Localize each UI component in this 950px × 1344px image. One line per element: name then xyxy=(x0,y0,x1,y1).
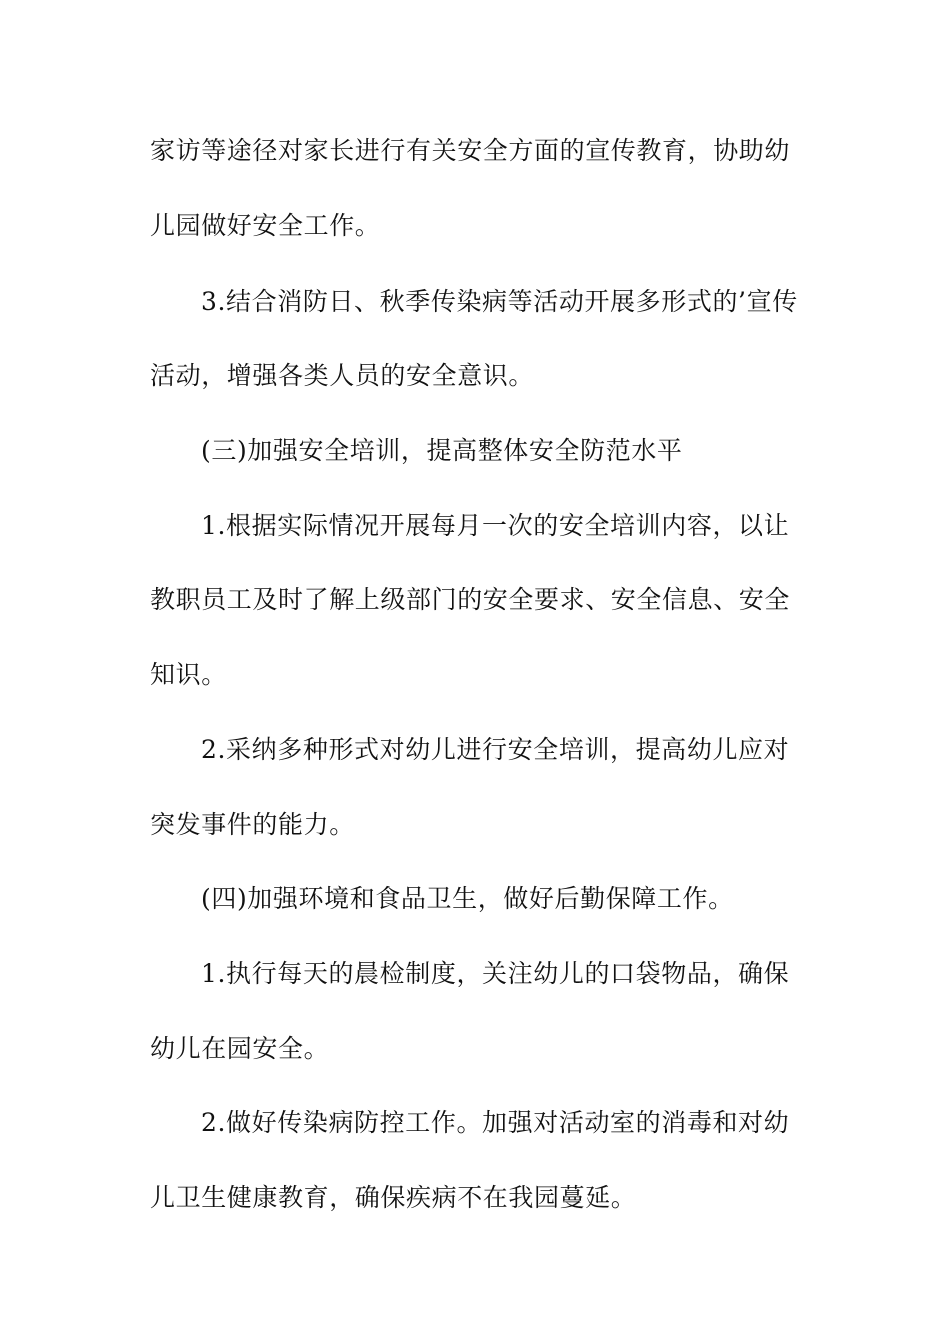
list-item-line: 3.结合消防日、秋季传染病等活动开展多形式的’宣传 xyxy=(201,287,798,316)
section-heading: (四)加强环境和食品卫生，做好后勤保障工作。 xyxy=(201,884,734,913)
list-item-line: 2.采纳多种形式对幼儿进行安全培训，提高幼儿应对 xyxy=(201,735,790,764)
list-item-line: 2.做好传染病防控工作。加强对活动室的消毒和对幼 xyxy=(201,1108,790,1137)
paragraph-line: 幼儿在园安全。 xyxy=(150,1034,330,1063)
paragraph-line: 儿园做好安全工作。 xyxy=(150,211,381,240)
list-item-line: 1.根据实际情况开展每月一次的安全培训内容，以让 xyxy=(201,511,790,540)
paragraph-line: 知识。 xyxy=(150,660,227,689)
section-heading: (三)加强安全培训，提高整体安全防范水平 xyxy=(201,436,683,465)
paragraph-line: 突发事件的能力。 xyxy=(150,810,355,839)
list-item-line: 1.执行每天的晨检制度，关注幼儿的口袋物品，确保 xyxy=(201,959,790,988)
paragraph-line: 活动，增强各类人员的安全意识。 xyxy=(150,361,535,390)
paragraph-line: 儿卫生健康教育，确保疾病不在我园蔓延。 xyxy=(150,1183,637,1212)
paragraph-line: 教职员工及时了解上级部门的安全要求、安全信息、安全 xyxy=(150,585,791,614)
paragraph-line: 家访等途径对家长进行有关安全方面的宣传教育，协助幼 xyxy=(150,136,791,165)
